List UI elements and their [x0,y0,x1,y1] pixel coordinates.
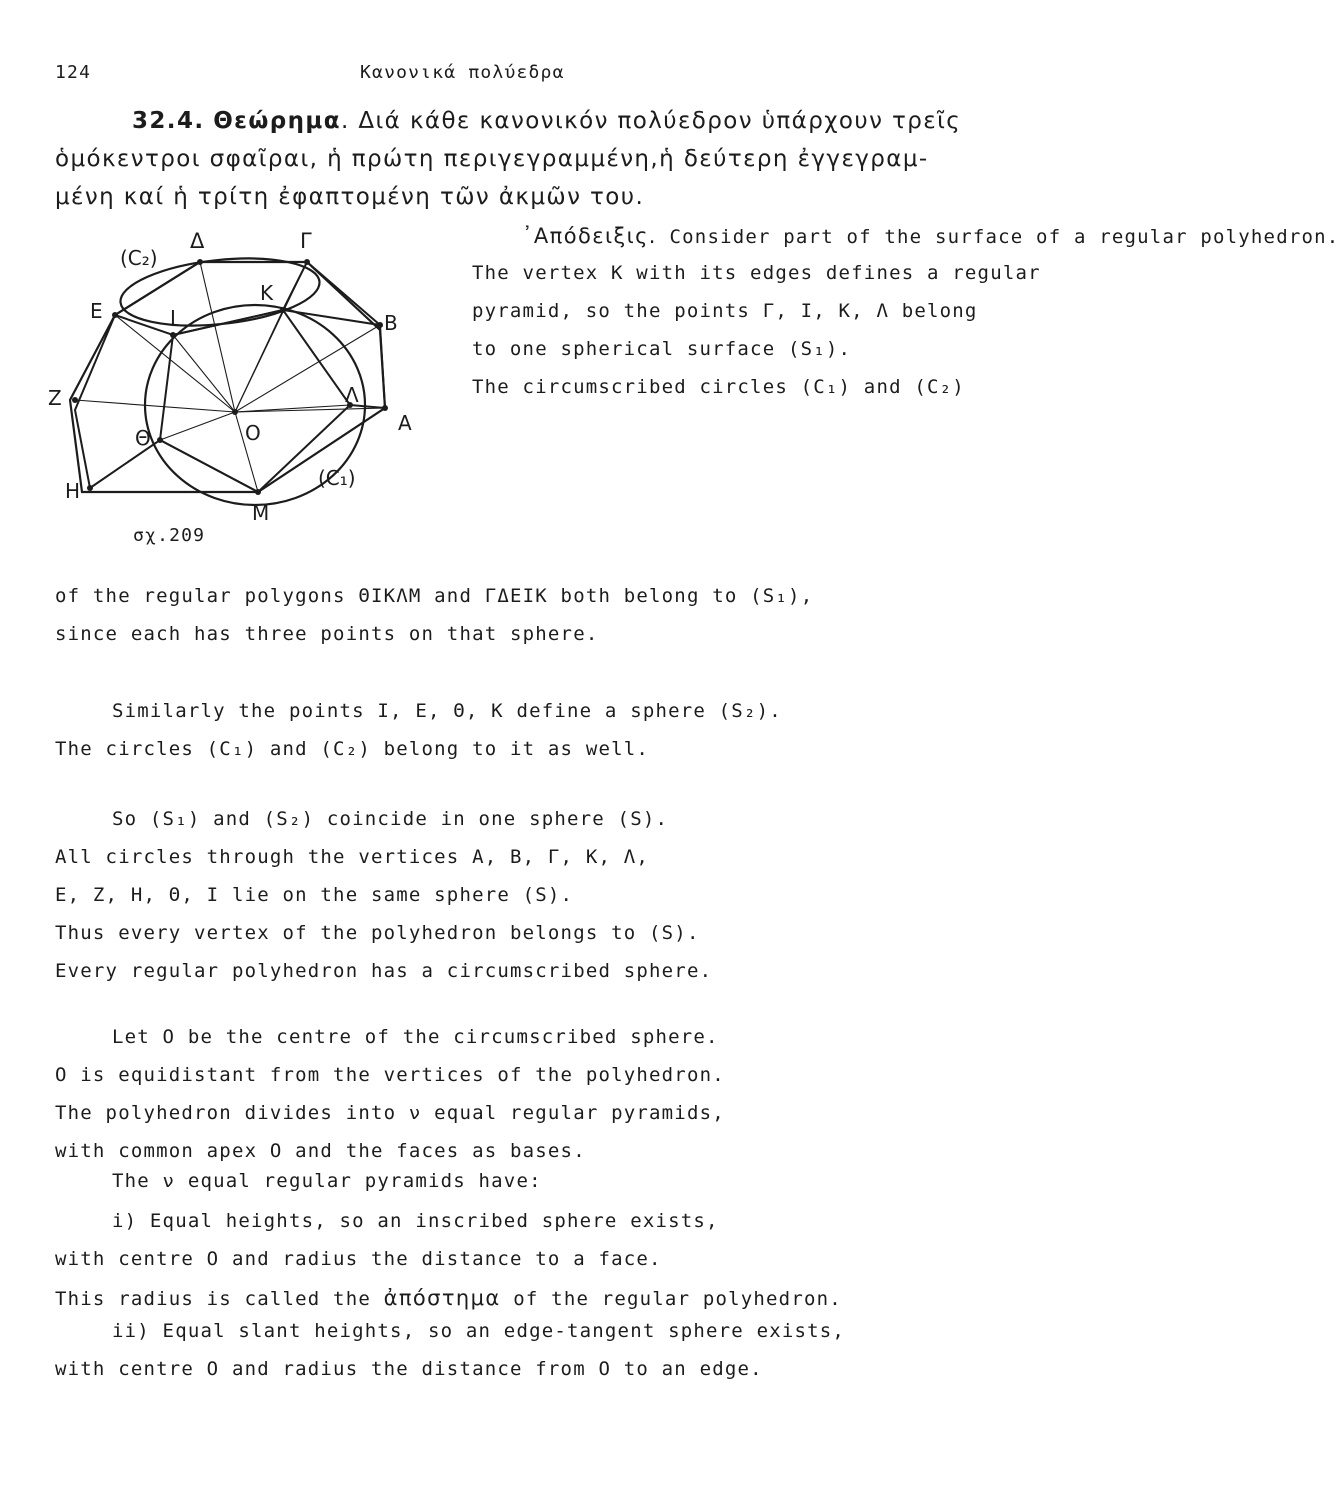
apothem-term: ἀπόστημα [383,1286,501,1310]
para2-line-1: Similarly the points I, E, Θ, K define a sphere (S₂). [112,700,782,722]
theorem-label: Θεώρημα [213,108,341,134]
label-h: H [65,479,81,503]
label-k: K [260,281,274,305]
theorem-line-3: μένη καί ἡ τρίτη ἐφαπτομένη τῶν ἀκμῶν του. [55,184,645,210]
body-line-6: of the regular polygons ΘIKΛM and ΓΔEIK both belong to (S₁), [55,585,814,607]
proof-line-1 [522,224,1339,248]
para3-line-3: E, Z, H, Θ, I lie on the same sphere (S). [55,884,574,906]
proof-line-3: pyramid, so the points Γ, I, K, Λ belong [472,300,978,322]
label-c2: (C₂) [120,246,158,270]
theorem-number: 32.4. [132,108,205,134]
para4-line-4: with common apex O and the faces as bases. [55,1140,586,1162]
para4-line-3: The polyhedron divides into ν equal regular pyramids, [55,1102,725,1124]
para3-line-4: Thus every vertex of the polyhedron belongs to (S). [55,922,700,944]
label-lambda: Λ [345,383,359,407]
para4-line-1: Let O be the centre of the circumscribed sphere. [112,1026,719,1048]
proof-text-1: Consider part of the surface of a regular polyhedron. [669,226,1339,248]
para7-line-1: ii) Equal slant heights, so an edge-tangent sphere exists, [112,1320,846,1342]
proof-line-2: The vertex K with its edges defines a regular [472,262,1041,284]
label-o: O [245,421,261,445]
figure-caption: σχ.209 [133,525,206,546]
label-m: M [252,501,270,525]
theorem-line-2: ὁμόκεντροι σφαῖραι, ἡ πρώτη περιγεγραμμένη,ἡ δεύτερη ἐγγεγραμ- [55,146,929,172]
proof-line-4: to one spherical surface (S₁). [472,338,852,360]
para3-line-1: So (S₁) and (S₂) coincide in one sphere (S). [112,808,669,830]
page-number: 124 [55,62,92,83]
label-b: B [384,311,398,335]
proof-line-5: The circumscribed circles (C₁) and (C₂) [472,376,965,398]
label-delta: Δ [190,229,205,253]
para6-line-1: i) Equal heights, so an inscribed sphere exists, [112,1210,719,1232]
outer-polygon [70,262,385,492]
label-theta: Θ [135,426,151,450]
theorem-line-1 [132,108,961,134]
label-gamma: Γ [300,229,312,253]
para4-line-2: O is equidistant from the vertices of the polyhedron. [55,1064,725,1086]
proof-label: ᾽Απόδειξις. [522,224,657,248]
para6-text-a: This radius is called the [55,1288,371,1310]
para6-text-b: of the regular polyhedron. [513,1288,842,1310]
para7-line-2: with centre O and radius the distance from O to an edge. [55,1358,763,1380]
label-i: I [170,306,176,330]
para6-line-3 [55,1286,842,1310]
para3-line-2: All circles through the vertices A, B, Γ, K, Λ, [55,846,650,868]
theorem-text-1: . Διά κάθε κανονικόν πολύεδρον ὑπάρχουν τρεῖς [340,108,962,134]
para2-line-2: The circles (C₁) and (C₂) belong to it as well. [55,738,650,760]
label-z: Z [48,386,62,410]
label-c1: (C₁) [318,466,356,490]
label-a: A [398,411,412,435]
running-title: Κανονικά πολύεδρα [360,62,565,83]
para6-line-2: with centre O and radius the distance to a face. [55,1248,662,1270]
para3-line-5: Every regular polyhedron has a circumscribed sphere. [55,960,713,982]
body-line-7: since each has three points on that sphere. [55,623,599,645]
para5-line-1: The ν equal regular pyramids have: [112,1170,542,1192]
figure-209 [40,230,460,570]
label-e: E [90,299,103,323]
